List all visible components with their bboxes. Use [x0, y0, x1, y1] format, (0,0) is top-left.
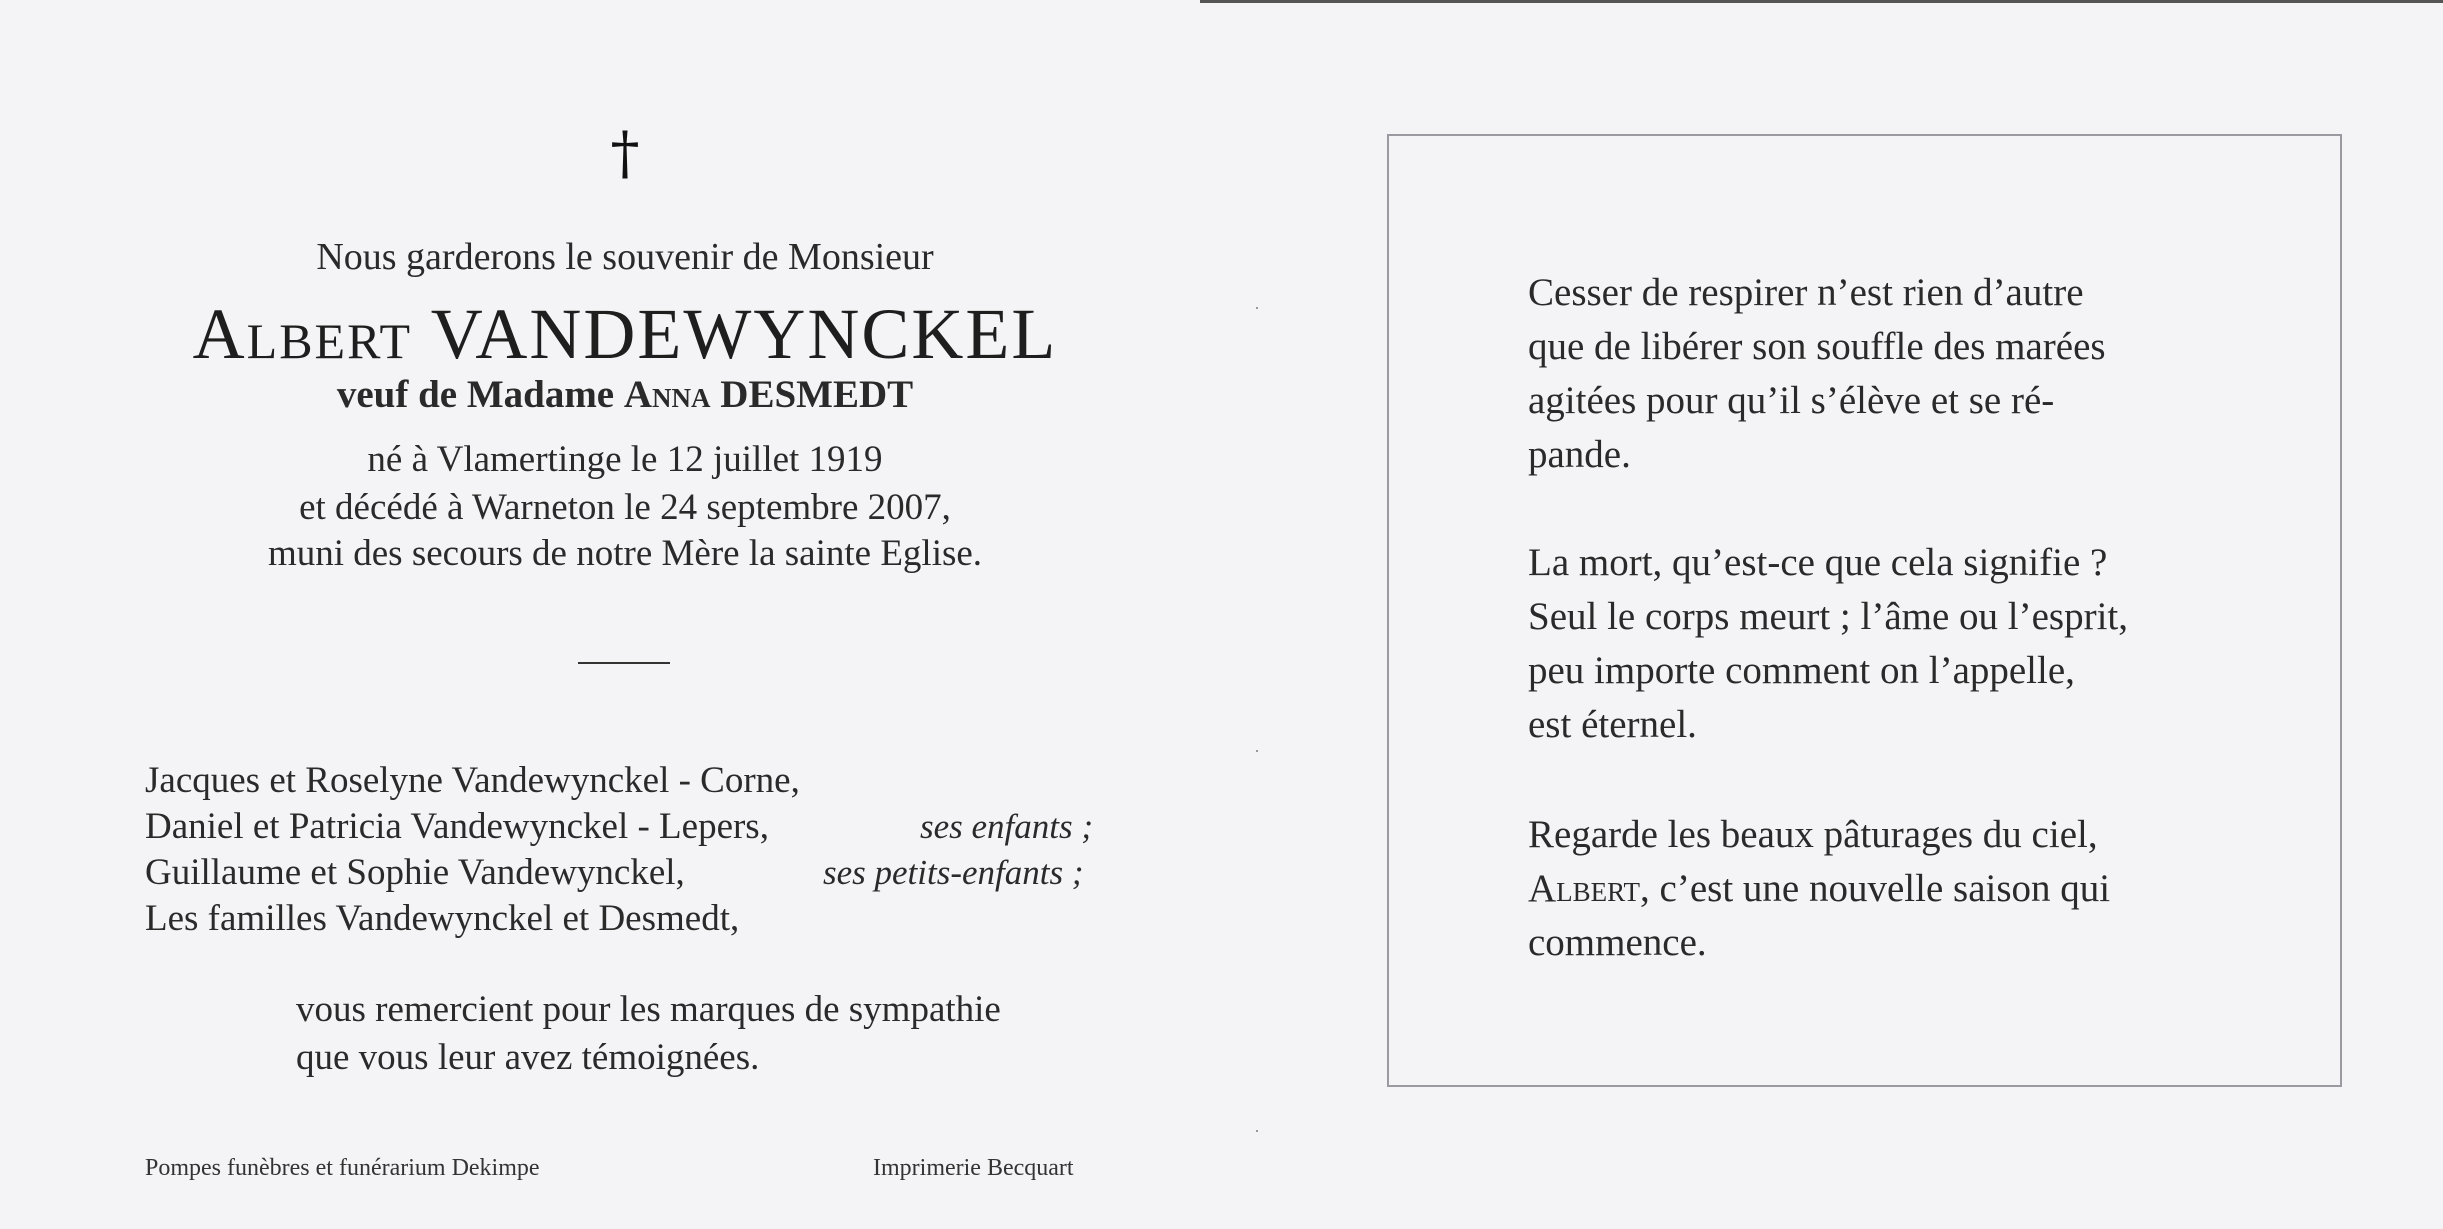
printer-credit: Imprimerie Becquart [873, 1155, 1074, 1181]
rites-line: muni des secours de notre Mère la sainte Eglise. [267, 533, 983, 574]
family-line: Daniel et Patricia Vandewynckel - Lepers, [145, 806, 769, 847]
widow-line [0, 370, 1250, 420]
poem-line: que de libérer son souffle des marées [1528, 325, 2106, 368]
poem-line: La mort, qu’est-ce que cela signifie ? [1528, 541, 2108, 584]
widow-first-name: Anna [623, 373, 711, 416]
cross-icon: † [610, 119, 640, 187]
deceased-name [0, 290, 1250, 378]
intro-line: Nous garderons le souvenir de Monsieur [316, 236, 934, 278]
fold-mark [1256, 307, 1258, 309]
deceased-last-name: VANDEWYNCKEL [430, 294, 1058, 374]
thanks-line: que vous leur avez témoignées. [296, 1037, 760, 1078]
poem-name: Albert [1528, 867, 1641, 910]
fold-mark [1256, 1130, 1258, 1132]
poem-line: pande. [1528, 433, 1631, 476]
widow-last-name: DESMEDT [720, 373, 914, 416]
deceased-first-name: Albert [192, 294, 412, 374]
poem-line: commence. [1528, 921, 1707, 964]
poem-line: agitées pour qu’il s’élève et se ré- [1528, 379, 2055, 422]
poem-line: Regarde les beaux pâturages du ciel, [1528, 813, 2098, 856]
family-line: Guillaume et Sophie Vandewynckel, [145, 852, 685, 893]
funeral-home-credit: Pompes funèbres et funérarium Dekimpe [145, 1155, 540, 1181]
thanks-line: vous remercient pour les marques de sympathie [296, 989, 1001, 1030]
poem-line: Cesser de respirer n’est rien d’autre [1528, 271, 2084, 314]
birth-line: né à Vlamertinge le 12 juillet 1919 [367, 439, 883, 480]
family-role: ses enfants ; [920, 807, 1094, 846]
poem-line: peu importe comment on l’appelle, [1528, 649, 2075, 692]
family-role: ses petits-enfants ; [823, 853, 1084, 892]
poem-line [1528, 862, 2110, 916]
fold-mark [1256, 750, 1258, 752]
separator-rule [578, 662, 670, 664]
family-line: Les familles Vandewynckel et Desmedt, [145, 898, 740, 939]
death-line: et décédé à Warneton le 24 septembre 2007, [299, 487, 951, 528]
scan-edge-line [1200, 0, 2443, 3]
poem-line-rest: , c’est une nouvelle saison qui [1640, 867, 2111, 910]
widow-prefix: veuf de Madame [336, 373, 615, 416]
family-line: Jacques et Roselyne Vandewynckel - Corne, [145, 760, 800, 801]
poem-line: est éternel. [1528, 703, 1697, 746]
poem-line: Seul le corps meurt ; l’âme ou l’esprit, [1528, 595, 2129, 638]
